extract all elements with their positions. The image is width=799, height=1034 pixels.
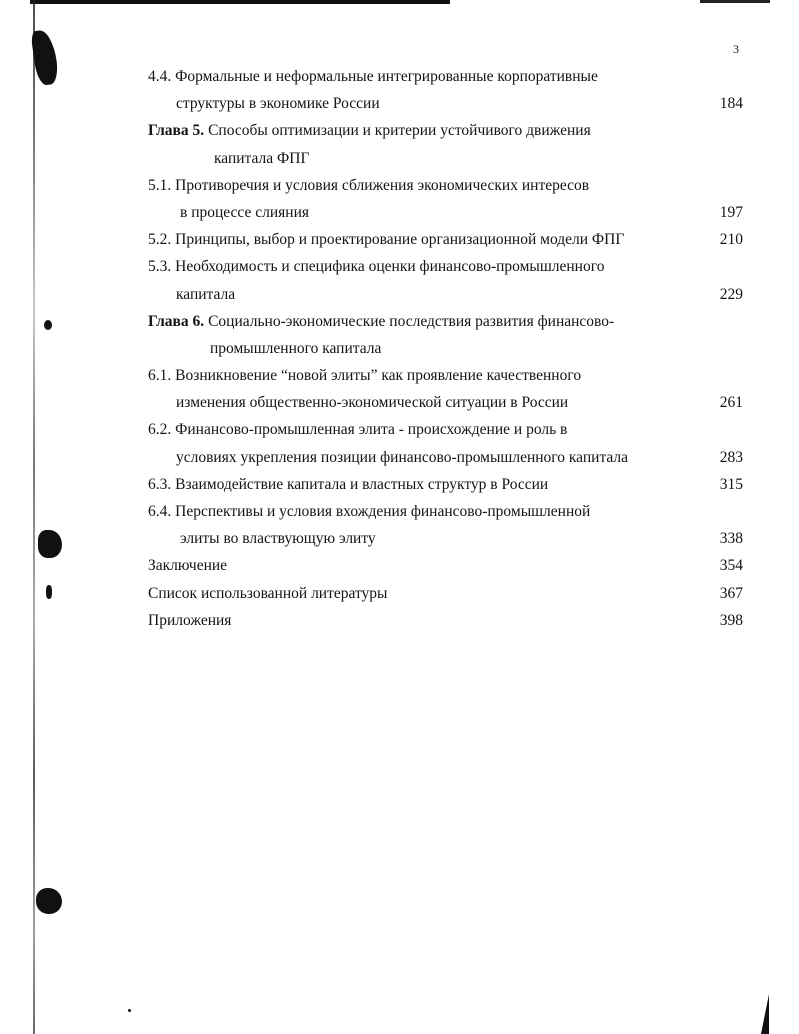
toc-entry-title: Заключение <box>148 557 228 575</box>
toc-entry-title: 5.1. Противоречия и условия сближения экономических интересов <box>148 176 590 194</box>
toc-entry-line <box>148 362 743 389</box>
toc-entry-line <box>148 444 743 471</box>
toc-entry-title: Социально-экономические последствия развития финансово- <box>204 312 615 330</box>
toc-entry-title: в процессе слияния <box>180 203 310 221</box>
toc-entry-title: 6.4. Перспективы и условия вхождения финансово-промышленной <box>148 503 591 520</box>
toc-entry-title: Список использованной литературы <box>148 584 388 602</box>
toc-entry-line <box>148 525 743 552</box>
toc-entry-line <box>148 199 743 226</box>
toc-page-number: 398 <box>719 611 743 629</box>
page-number: 3 <box>733 42 739 56</box>
toc-entry-line <box>148 498 743 525</box>
toc-entry-title: 6.3. Взаимодействие капитала и властных структур в России <box>148 475 549 493</box>
toc-page-number: 210 <box>719 231 743 249</box>
scan-artifact <box>128 1009 131 1012</box>
scan-corner-mark <box>761 994 769 1034</box>
toc-entry-title: 6.1. Возникновение “новой элиты” как проявление качественного <box>148 367 582 385</box>
toc-entry-line <box>148 471 743 498</box>
scan-artifact <box>36 888 62 914</box>
toc-entry-title: 4.4. Формальные и неформальные интегрированные корпоративные <box>148 68 598 85</box>
toc-chapter-line <box>148 117 743 144</box>
toc-page-number: 261 <box>719 394 743 412</box>
scan-artifact <box>44 320 52 330</box>
toc-entry-line <box>148 90 743 117</box>
toc-entry-line <box>148 389 743 416</box>
toc-page-number: 283 <box>719 448 743 466</box>
toc-entry-line <box>148 580 743 607</box>
scan-artifact <box>46 585 52 599</box>
toc-entry-title: капитала ФПГ <box>214 149 310 167</box>
toc-entry-title: условиях укрепления позиции финансово-промышленного капитала <box>176 448 629 466</box>
toc-entry-line <box>148 172 743 199</box>
scan-edge-top <box>30 0 450 4</box>
toc-entry-title: 5.2. Принципы, выбор и проектирование организационной модели ФПГ <box>148 231 625 249</box>
toc-entry-title: изменения общественно-экономической ситуации в России <box>176 394 569 412</box>
toc-entry-title: промышленного капитала <box>210 339 382 357</box>
table-of-contents <box>148 63 743 634</box>
toc-entry-title: структуры в экономике России <box>176 95 380 113</box>
toc-entry-title: элиты во властвующую элиту <box>180 530 376 548</box>
toc-entry-line <box>148 253 743 280</box>
toc-entry-line <box>148 416 743 443</box>
toc-entry-title: 6.2. Финансово-промышленная элита - происхождение и роль в <box>148 421 568 439</box>
toc-entry-line <box>148 607 743 634</box>
toc-page-number: 338 <box>719 530 743 548</box>
toc-page-number: 354 <box>719 557 743 575</box>
toc-entry-title: Способы оптимизации и критерии устойчивого движения <box>204 122 591 140</box>
toc-entry-line <box>148 63 743 90</box>
chapter-label: Глава 6. <box>148 312 205 330</box>
toc-entry-title: 5.3. Необходимость и специфика оценки финансово-промышленного <box>148 258 605 276</box>
toc-entry-line <box>148 281 743 308</box>
toc-entry-title: капитала <box>176 285 236 303</box>
scan-edge-left <box>33 0 35 1034</box>
toc-page-number: 315 <box>719 475 743 493</box>
toc-chapter-line <box>148 335 743 362</box>
toc-chapter-line <box>148 308 743 335</box>
toc-chapter-line <box>148 145 743 172</box>
toc-page-number: 184 <box>719 95 743 113</box>
toc-entry-line <box>148 552 743 579</box>
scan-edge-top-right <box>700 0 770 3</box>
toc-page-number: 197 <box>719 203 743 221</box>
toc-page-number: 229 <box>719 285 743 303</box>
toc-page-number: 367 <box>719 584 743 602</box>
chapter-label: Глава 5. <box>148 122 205 140</box>
toc-entry-line <box>148 226 743 253</box>
toc-entry-title: Приложения <box>148 611 232 629</box>
scan-artifact <box>38 530 62 558</box>
